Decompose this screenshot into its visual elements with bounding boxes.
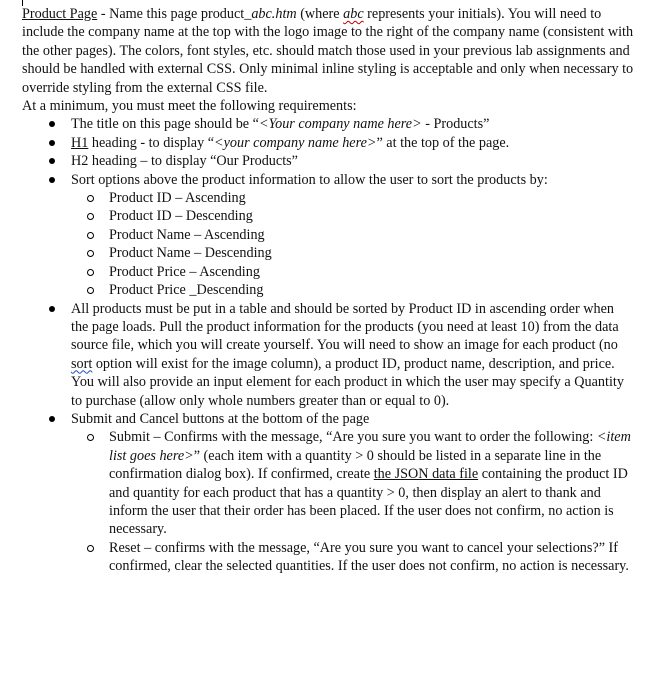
product-page-heading: Product Page xyxy=(22,6,98,22)
json-data-file-text: the JSON data file xyxy=(373,466,479,483)
text-cursor xyxy=(22,0,23,6)
sort-option: Product Price _Descending xyxy=(109,281,634,299)
list-item-h1: H1 heading - to display “<your company name here>” at the top of the page. xyxy=(71,134,634,152)
sort-options-list xyxy=(71,189,634,299)
list-item-title: The title on this page should be “<Your company name here> - Products” xyxy=(71,115,634,133)
initials-word: abc xyxy=(343,6,364,22)
requirements-list xyxy=(22,115,634,575)
minimum-requirements-line: At a minimum, you must meet the following requirements: xyxy=(22,98,357,115)
buttons-list xyxy=(71,428,634,575)
list-item-sort-options: Sort options above the product information to allow the user to sort the products by: Product ID – Ascending Product ID – Descending Product Name – Ascending Product Name – Descending Product Price – Ascending Product Price _Descending xyxy=(71,171,634,300)
submit-description: Submit – Confirms with the message, “Are you sure you want to order the following: <item list goes here>” (each item with a quantity > 0 should be listed in a separate line in the confirmation dialog box). If confirmed, create the JSON data file containing the product ID and quantity for each product that has a quantity > 0, then display an alert to thank and inform the user that their order has been placed. If the user does not confirm, no action is necessary. xyxy=(109,428,634,538)
list-item-h2: H2 heading – to display “Our Products” xyxy=(71,152,634,170)
reset-description: Reset – confirms with the message, “Are you sure you want to cancel your selections?” If confirmed, clear the selected quantities. If the user does not confirm, no action is necessary. xyxy=(109,539,634,576)
list-item-products-table: All products must be put in a table and should be sorted by Product ID in ascending order when the page loads. Pull the product information for the products (you need at least 10) from the data source file, which you will create yourself. You will need to show an image for each product (no sort option will exist for the image column), a product ID, product name, description, and price. You will also provide an input element for each product in which the user may specify a Quantity to purchase (allow only whole numbers greater than or equal to 0). xyxy=(71,300,634,410)
sort-word: sort xyxy=(71,355,93,372)
sort-option: Product Name – Ascending xyxy=(109,226,634,244)
sort-option: Product Price – Ascending xyxy=(109,263,634,281)
sort-option: Product ID – Descending xyxy=(109,207,634,225)
filename-text: _abc.htm xyxy=(244,6,297,22)
sort-option: Product Name – Descending xyxy=(109,244,634,262)
list-item-buttons: Submit and Cancel buttons at the bottom of the page Submit – Confirms with the message, “Are you sure you want to order the following: <item list goes here>” (each item with a quantity > 0 should be listed in a separate line in the confirmation dialog box). If confirmed, create the JSON data file containing the product ID and quantity for each product that has a quantity > 0, then display an alert to thank and inform the user that their order has been placed. If the user does not confirm, no action is necessary. Reset – confirms with the message, “Are you sure you want to cancel your selections?” If confirmed, clear the selected quantities. If the user does not confirm, no action is necessary. xyxy=(71,410,634,576)
sort-option: Product ID – Ascending xyxy=(109,189,634,207)
intro-paragraph: Product Page - Name this page product_abc.htm (where abc represents your initials). You will need to include the company name at the top with the logo image to the right of the company name (consistent with the other pages). The colors, font styles, etc. should match those used in your previous lab assignments and should be handled with external CSS. Only minimal inline styling is acceptable and only when necessary to override styling from the external CSS file. xyxy=(22,6,634,96)
